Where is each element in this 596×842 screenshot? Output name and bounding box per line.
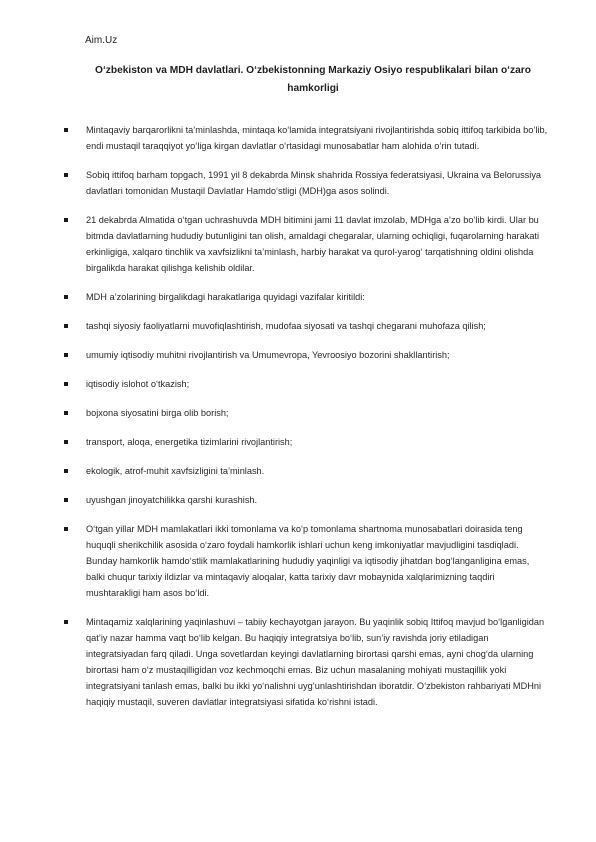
list-item-text: transport, aloqa, energetika tizimlarini rivojlantirish; bbox=[86, 437, 293, 447]
list-item-text: Mintaqaviy barqarorlikni ta’minlashda, mintaqa ko‘lamida integratsiyani rivojlantirishda sobiq ittifoq tarkibida bo‘lib, endi mustaqil taraqqiyot yo‘liga kirgan davlatlar o‘rtasidagi munosabatlar ham alohida o‘rin tutadi. bbox=[86, 125, 548, 151]
bullet-icon bbox=[64, 295, 68, 299]
bullet-icon bbox=[64, 353, 68, 357]
list-item-text: umumiy iqtisodiy muhitni rivojlantirish va Umumevropa, Yevroosiyo bozorini shakllantirish; bbox=[86, 350, 450, 360]
list-item bbox=[62, 614, 550, 710]
list-item-text: bojxona siyosatini birga olib borish; bbox=[86, 408, 229, 418]
bullet-icon bbox=[64, 440, 68, 444]
list-item bbox=[62, 463, 550, 479]
list-item bbox=[62, 347, 550, 363]
bullet-icon bbox=[64, 411, 68, 415]
bullet-icon bbox=[64, 469, 68, 473]
bullet-icon bbox=[64, 498, 68, 502]
list-item bbox=[62, 212, 550, 276]
bullet-icon bbox=[64, 527, 68, 531]
list-item-text: 21 dekabrda Almatida o‘tgan uchrashuvda MDH bitimini jami 11 davlat imzolab, MDHga a’zo bo‘lib kirdi. Ular bu bitmda davlatlarning hududiy butunligini tan olish, amaldagi chegaralar, ularning ochiqligi, fuqarolarning harakati erkinligiga, xalqaro tinchlik va xavfsizlikni ta’minlash, harbiy harakat va qurol-yarog‘ tarqatishning oldini olishda birgalikda harakat qilishga kelishib oldilar. bbox=[86, 215, 540, 273]
list-item-text: iqtisodiy islohot o‘tkazish; bbox=[86, 379, 190, 389]
bullet-icon bbox=[64, 128, 68, 132]
list-item-text: MDH a’zolarining birgalikdagi harakatlariga quyidagi vazifalar kiritildi: bbox=[86, 292, 365, 302]
list-item-text: ekologik, atrof-muhit xavfsizligini ta’minlash. bbox=[86, 466, 265, 476]
document-title: O‘zbekiston va MDH davlatlari. O‘zbekistonning Markaziy Osiyo respublikalari bilan o‘zaro hamkorligi bbox=[95, 65, 531, 94]
list-item bbox=[62, 434, 550, 450]
list-item bbox=[62, 289, 550, 305]
list-item-text: O‘tgan yillar MDH mamlakatlari ikki tomonlama va ko‘p tomonlama shartnoma munosabatlari doirasida teng huquqli sherikchilik asosida o‘zaro foydali hamkorlik ishlari uchun keng imkoniyatlar mavjudligini tasdiqladi. Bunday hamkorlik hamdo‘stlik mamlakatlarining hududiy yaqinligi va iqtisodiy jihatdan bog‘langanligina emas, balki chuqur tarixiy ildizlar va mintaqaviy aloqalar, katta tarixiy davr mobaynida xalqlarimizning taqdiri mushtarakligi ham asos bo‘ldi. bbox=[86, 524, 530, 598]
bullet-icon bbox=[64, 218, 68, 222]
bullet-icon bbox=[64, 173, 68, 177]
site-name: Aim.Uz bbox=[85, 35, 118, 46]
bullet-list bbox=[62, 122, 550, 723]
list-item-text: uyushgan jinoyatchilikka qarshi kurashish. bbox=[86, 495, 258, 505]
bullet-icon bbox=[64, 324, 68, 328]
list-item bbox=[62, 122, 550, 154]
list-item bbox=[62, 405, 550, 421]
list-item bbox=[62, 521, 550, 601]
list-item bbox=[62, 167, 550, 199]
list-item bbox=[62, 376, 550, 392]
list-item-text: Sobiq ittifoq barham topgach, 1991 yil 8 dekabrda Minsk shahrida Rossiya federatsiyasi, Ukraina va Belorussiya davlatlari tomonidan Mustaqil Davlatlar Hamdo‘stligi (MDH)ga asos solindi. bbox=[86, 170, 542, 196]
list-item-text: tashqi siyosiy faoliyatlarni muvofiqlashtirish, mudofaa siyosati va tashqi chegarani muhofaza qilish; bbox=[86, 321, 486, 331]
bullet-icon bbox=[64, 620, 68, 624]
list-item-text: Mintaqamiz xalqlarining yaqinlashuvi – tabiiy kechayotgan jarayon. Bu yaqinlik sobiq Ittifoq mavjud bo‘lganligidan qat’iy nazar hamma vaqt bo‘lib kelgan. Bu haqiqiy integratsiya bo‘lib, sun’iy ravishda joriy etiladigan integratsiyadan farq qiladi. Unga sovetlardan keyingi davlatlarning birortasi qarshi emas, ayni chog‘da ularning birortasi ham o‘z mustaqilligidan voz kechmoqchi emas. Biz uchun masalaning mohiyati mustaqillik yoki integratsiyani tanlash emas, balki bu ikki yo‘nalishni uyg‘unlashtirishdan iboratdir. O‘zbekiston rahbariyati MDHni haqiqiy mustaqil, suveren davlatlar integratsiyasi sifatida ko‘rishni istadi. bbox=[86, 617, 545, 707]
bullet-icon bbox=[64, 382, 68, 386]
list-item bbox=[62, 318, 550, 334]
list-item bbox=[62, 492, 550, 508]
